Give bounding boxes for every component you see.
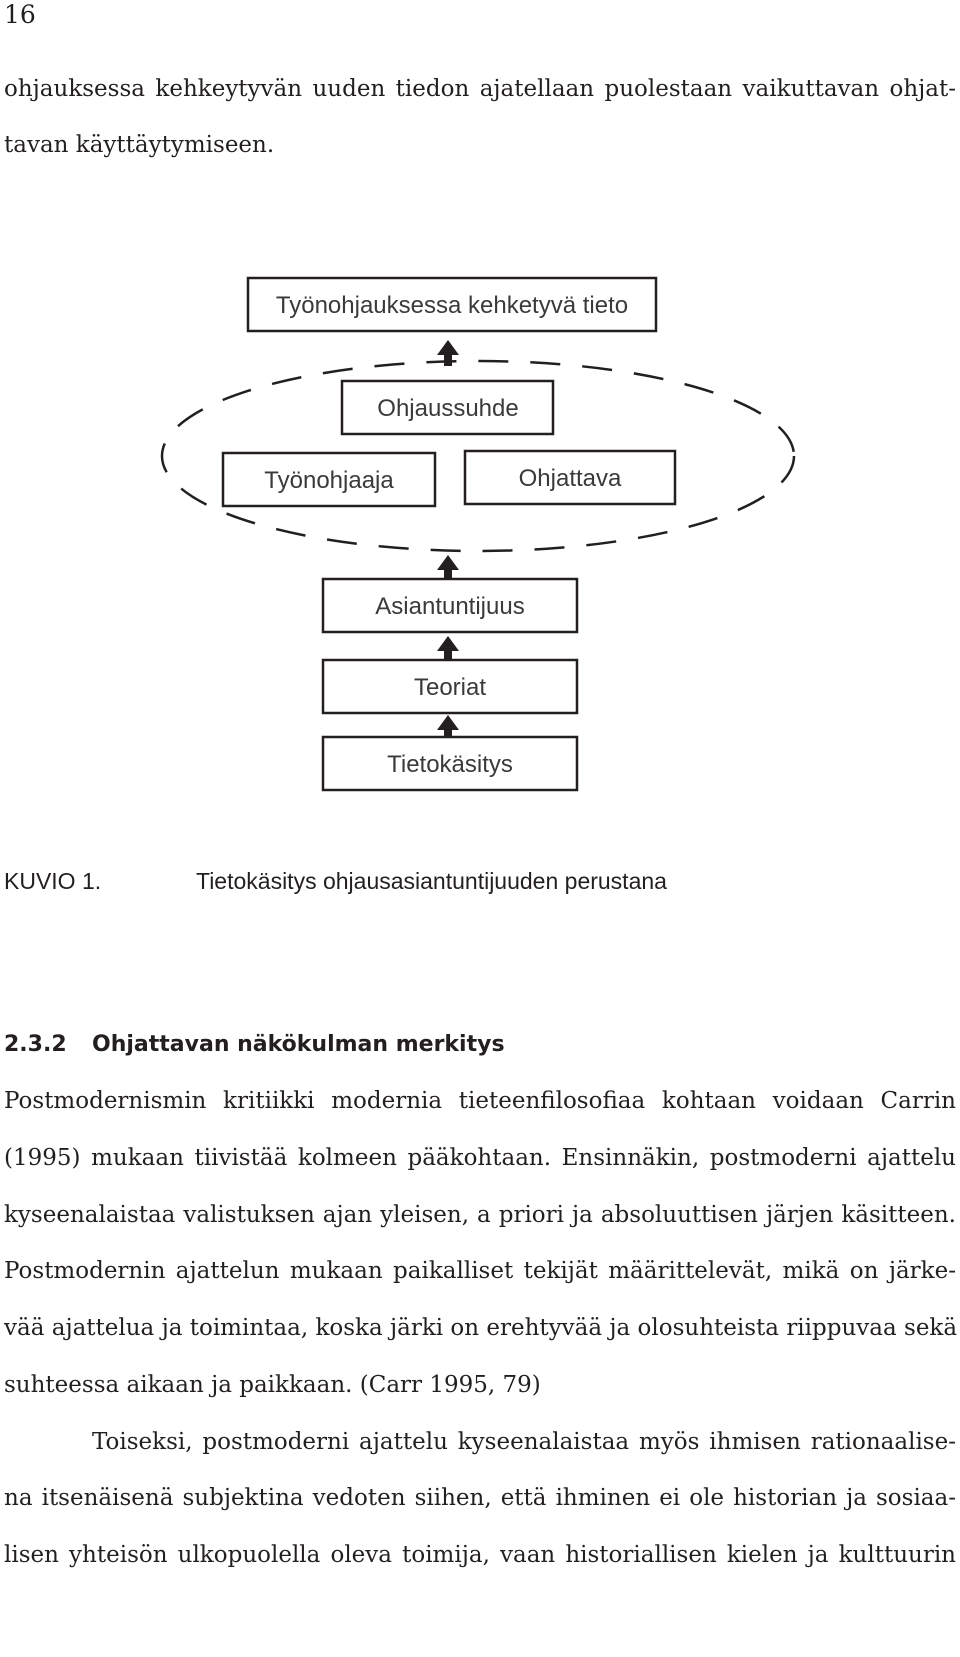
up-arrow-icon xyxy=(437,555,459,581)
body-line-7: Toiseksi, postmoderni ajattelu kyseenalaistaa myös ihmisen rationaalise- xyxy=(92,1429,956,1455)
body-line-5: vää ajattelua ja toimintaa, koska järki on erehtyvää ja olosuhteista riippuvaa sekä xyxy=(4,1315,958,1341)
up-arrow-icon xyxy=(437,636,459,662)
section-title: Ohjattavan näkökulman merkitys xyxy=(92,1032,505,1057)
body-line-2: (1995) mukaan tiivistää kolmeen pääkohtaan. Ensinnäkin, postmoderni ajattelu xyxy=(4,1145,956,1171)
supervisee-label: Ohjattava xyxy=(518,465,622,492)
body-line-4: Postmodernin ajattelun mukaan paikalliset tekijät määrittelevät, mikä on järke- xyxy=(4,1258,956,1284)
intro-line-2: tavan käyttäytymiseen. xyxy=(4,132,275,158)
relationship-label: Ohjaussuhde xyxy=(377,395,519,422)
section-number: 2.3.2 xyxy=(4,1032,67,1057)
top-knowledge-box xyxy=(248,278,656,331)
supervisee-box xyxy=(465,451,675,504)
expertise-label: Asiantuntijuus xyxy=(375,593,525,620)
body-line-3: kyseenalaistaa valistuksen ajan yleisen, a priori ja absoluuttisen järjen käsitteen. xyxy=(4,1202,956,1228)
figure-caption-label: KUVIO 1. xyxy=(4,868,102,894)
epistemology-label: Tietokäsitys xyxy=(387,751,513,778)
figure-caption-text: Tietokäsitys ohjausasiantuntijuuden perustana xyxy=(196,868,667,894)
intro-line-1: ohjauksessa kehkeytyvän uuden tiedon ajatellaan puolestaan vaikuttavan ohjat- xyxy=(4,76,956,102)
top-knowledge-label: Työnohjauksessa kehketyvä tieto xyxy=(275,292,629,319)
section-heading xyxy=(4,1030,505,1060)
theories-label: Teoriat xyxy=(413,674,487,701)
body-line-8: na itsenäisenä subjektina vedoten siihen, että ihminen ei ole historian ja sosiaa- xyxy=(4,1485,956,1511)
supervisor-label: Työnohjaaja xyxy=(264,467,394,494)
theories-box xyxy=(323,660,577,713)
epistemology-box xyxy=(323,737,577,790)
supervisor-box xyxy=(223,453,435,506)
body-line-1: Postmodernismin kritiikki modernia tieteenfilosofiaa kohtaan voidaan Carrin xyxy=(4,1088,956,1114)
relationship-box xyxy=(342,381,553,434)
page-number: 16 xyxy=(4,0,36,29)
body-line-6: suhteessa aikaan ja paikkaan. (Carr 1995, 79) xyxy=(4,1372,541,1398)
body-line-9: lisen yhteisön ulkopuolella oleva toimija, vaan historiallisen kielen ja kulttuurin xyxy=(4,1542,956,1568)
expertise-box xyxy=(323,579,577,632)
